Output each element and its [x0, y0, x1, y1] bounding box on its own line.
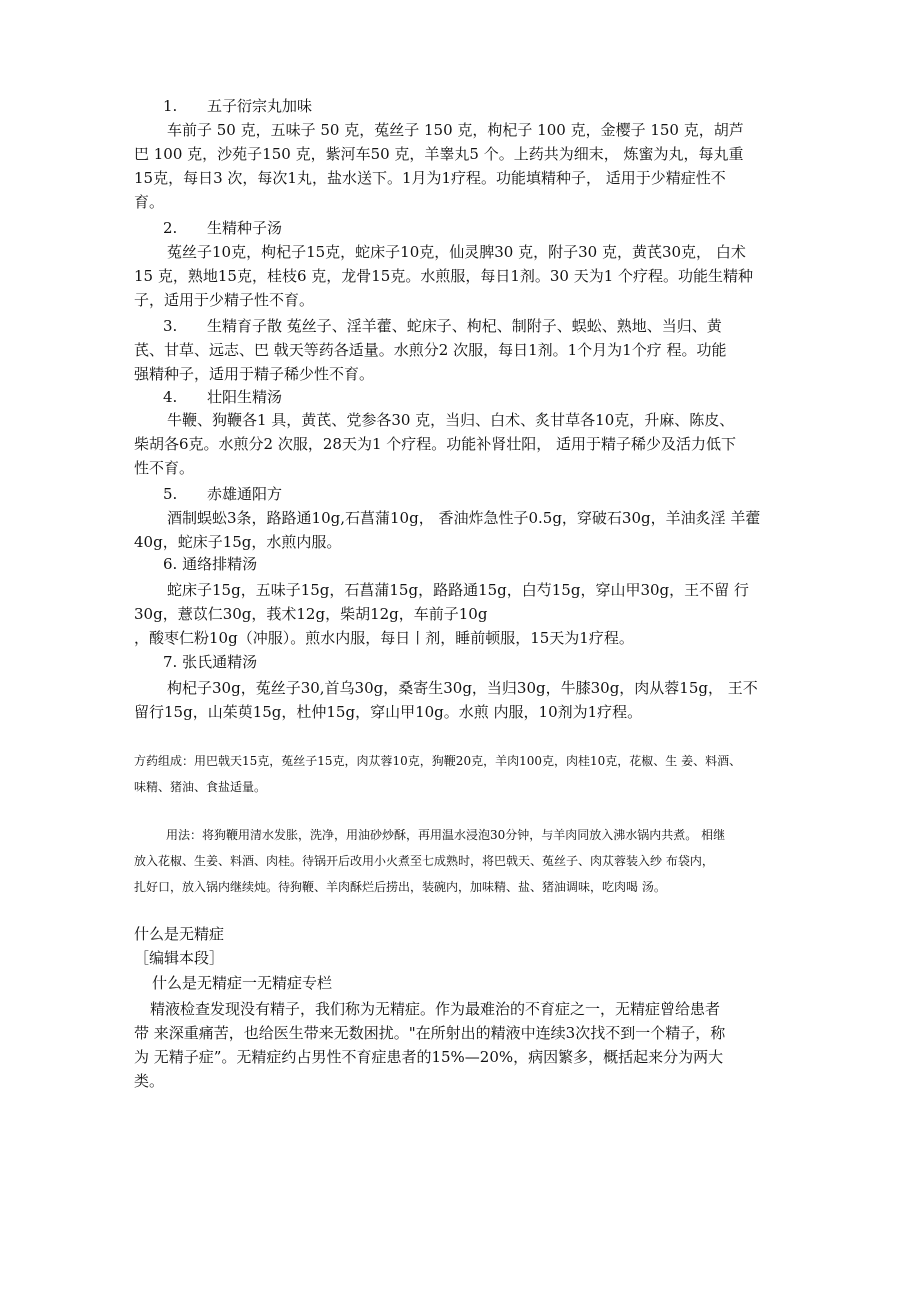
recipe-line: 方药组成：用巴戟天15克，菟丝子15克，肉苁蓉10克，狗鞭20克，羊肉100克，肉桂10克，花椒、生 姜、料酒、	[134, 754, 742, 768]
section-body	[134, 676, 758, 724]
section-heading	[163, 316, 722, 336]
usage-line: 扎好口，放入锅内继续炖。待狗鞭、羊肉酥烂后捞出，装碗内，加味精、盐、猪油调味，吃肉喝 汤。	[134, 880, 666, 894]
body-line: 留行15g，山茱萸15g，杜仲15g，穿山甲10g。水煎 内服，10剂为1疗程。	[134, 703, 643, 721]
section-body	[134, 408, 736, 480]
body-line: 菟丝子10克，枸杞子15克，蛇床子10克，仙灵脾30 克，附子30 克，黄芪30克， 白术	[167, 243, 746, 261]
usage-line: 用法：将狗鞭用清水发胀，洗净，用油砂炒酥，再用温水浸泡30分钟，与羊肉同放入沸水锅内共煮。 相继	[166, 828, 726, 842]
usage-paragraph	[134, 822, 725, 900]
section-title: 通络排精汤	[182, 555, 258, 573]
section-number: 3.	[163, 317, 178, 335]
body-line: 牛鞭、狗鞭各1 具，黄芪、党参各30 克，当归、白术、炙甘草各10克，升麻、陈皮、	[167, 411, 735, 429]
body-line: 带 来深重痛苦，也给医生带来无数困扰。"在所射出的精液中连续3次找不到一个精子，称	[134, 1024, 726, 1042]
body-line: 蛇床子15g，五味子15g，石菖蒲15g，路路通15g，白芍15g，穿山甲30g，王不留 行	[167, 581, 749, 599]
body-line: 酒制蜈蚣3条，路路通10g,石菖蒲10g， 香油炸急性子0.5g，穿破石30g，羊油炙淫 羊藿	[167, 509, 761, 527]
wujingzheng-subtitle: 什么是无精症一无精症专栏	[152, 974, 333, 992]
body-line: 育。	[134, 193, 165, 211]
body-line: 40g，蛇床子15g，水煎内服。	[134, 533, 342, 551]
body-line: 巴 100 克，沙苑子150 克，紫河车50 克，羊睾丸5 个。上药共为细末， 炼蜜为丸，每丸重	[134, 145, 744, 163]
body-line: 枸杞子30g，菟丝子30,首乌30g，桑寄生30g，当归30g，牛膝30g，肉从蓉15g， 王不	[167, 679, 758, 697]
section-number: 4.	[163, 388, 178, 406]
section-heading	[163, 218, 282, 238]
section-title: 五子衍宗丸加味	[207, 97, 313, 115]
body-line: 15克，每日3 次，每次1丸，盐水送下。1月为1疗程。功能填精种子， 适用于少精症性不	[134, 169, 726, 187]
section-heading	[163, 652, 257, 672]
body-line: 性不育。	[134, 459, 195, 477]
section-number: 5.	[163, 485, 178, 503]
section-title: 壮阳生精汤	[207, 388, 283, 406]
section-body-first-line: 生精育子散 菟丝子、淫羊藿、蛇床子、枸杞、制附子、蜈蚣、熟地、当归、黄	[207, 317, 722, 335]
body-line: 车前子 50 克，五味子 50 克，菟丝子 150 克，枸杞子 100 克，金樱子 150 克，胡芦	[167, 121, 744, 139]
section-body	[134, 240, 753, 312]
section-number: 1.	[163, 97, 178, 115]
body-line: 为 无精子症”。无精症约占男性不育症患者的15%—20%，病因繁多，概括起来分为两大	[134, 1048, 724, 1066]
section-number: 2.	[163, 219, 178, 237]
body-line: 芪、甘草、远志、巴 戟天等药各适量。水煎分2 次服，每日1剂。1个月为1个疗 程。功能	[134, 341, 727, 359]
body-line: 30g，薏苡仁30g，莪术12g，柴胡12g，车前子10g	[134, 605, 488, 623]
recipe-line: 味精、猪油、食盐适量。	[134, 780, 267, 794]
section-heading	[163, 387, 282, 407]
wujingzheng-body	[134, 997, 725, 1093]
body-line: 精液检查发现没有精子，我们称为无精症。作为最难治的不育症之一，无精症曾给患者	[150, 1000, 721, 1018]
section-heading	[163, 484, 282, 504]
body-line: 类。	[134, 1072, 165, 1090]
section-body	[134, 578, 749, 650]
section-title: 张氏通精汤	[182, 653, 258, 671]
body-line: ，酸枣仁粉10g（冲服）。煎水内服，每日丨剂，睡前顿服，15天为1疗程。	[134, 629, 634, 647]
section-body	[134, 506, 760, 554]
section-heading	[163, 554, 257, 574]
wujingzheng-title: 什么是无精症	[134, 925, 225, 943]
section-title: 生精种子汤	[207, 219, 283, 237]
recipe-paragraph	[134, 748, 741, 800]
section-number: 7.	[163, 653, 178, 671]
edit-section-link[interactable]: ［编辑本段］	[134, 949, 225, 967]
usage-line: 放入花椒、生姜、料酒、肉桂。待锅开后改用小火煮至七成熟时，将巴戟天、菟丝子、肉苁蓉装入纱 布袋内，	[134, 854, 714, 868]
body-line: 强精种子，适用于精子稀少性不育。	[134, 365, 375, 383]
section-body	[134, 118, 744, 214]
body-line: 15 克，熟地15克，桂枝6 克，龙骨15克。水煎服，每日1剂。30 天为1 个疗程。功能生精种	[134, 267, 754, 285]
section-number: 6.	[163, 555, 178, 573]
section-heading	[163, 96, 312, 116]
body-line: 子，适用于少精子性不育。	[134, 291, 315, 309]
section-title: 赤雄通阳方	[207, 485, 283, 503]
body-line: 柴胡各6克。水煎分2 次服，28天为1 个疗程。功能补肾壮阳， 适用于精子稀少及活力低下	[134, 435, 737, 453]
section-body	[134, 338, 726, 386]
